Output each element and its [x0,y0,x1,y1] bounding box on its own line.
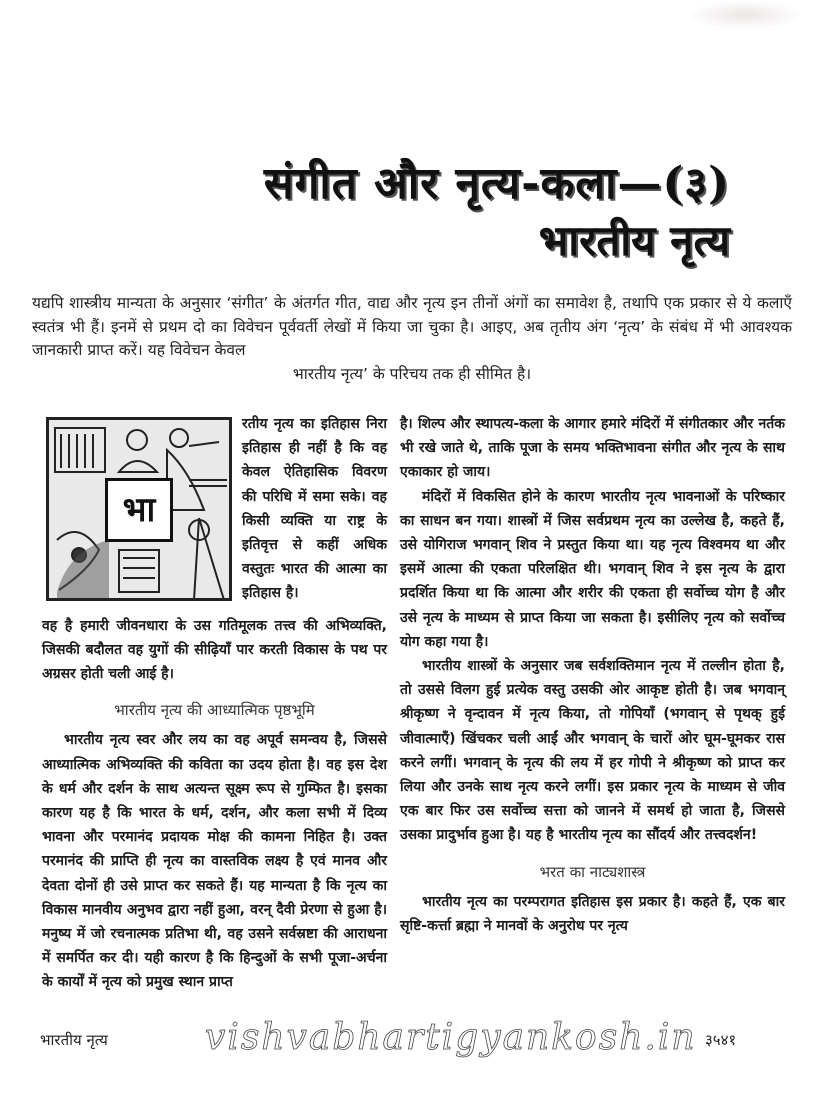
right-para-4: भारतीय नृत्य का परम्परागत इतिहास इस प्रकार है। कहते हैं, एक बार सृष्टि-कर्त्ता ब्रह्मा ने मानवों के अनुरोध पर नृत्य [400,893,785,935]
left-para-1: रतीय नृत्य का इतिहास निरा इतिहास ही नहीं है कि वह केवल ऐतिहासिक विवरण की परिधि में समा सके। वह किसी व्यक्ति या राष्ट्र के इतिवृत्त से कहीं अधिक वस्तुतः भारत की आत्मा का इतिहास है। [242,416,387,602]
left-column [42,412,387,995]
running-footer-title: भारतीय नृत्य [40,1031,108,1049]
paper-stain [685,0,805,30]
right-para-3: भारतीय शास्त्रों के अनुसार जब सर्वशक्तिमान नृत्य में तल्लीन होता है, तो उससे विलग हुई प्रत्येक वस्तु उसकी ओर आकृष्ट होती है। जब भगवान् श्रीकृष्ण ने वृन्दावन में नृत्य किया, तो गोपियाँ (भगवान् से पृथक् हुई जीवात्माएँ) खिंचकर चली आईं और भगवान् के चारों ओर घूम-घूमकर रास करने लगीं। भगवान् के नृत्य की लय में हर गोपी ने श्रीकृष्ण को प्राप्त कर लिया और उनके साथ नृत्य करने लगीं। इस प्रकार नृत्य के माध्यम से जीव एक बार फिर उस सर्वोच्च सत्ता को जानने में समर्थ हो जाता है, जिससे उसका प्रादुर्भाव हुआ है। यह है भारतीय नृत्य का सौंदर्य और तत्त्वदर्शन! [400,658,785,844]
article-subtitle: भारतीय नृत्य [538,216,730,265]
page-number: ३५४१ [705,1031,737,1049]
right-para-2: मंदिरों में विकसित होने के कारण भारतीय नृत्य भावनाओं के परिष्कार का साधन बन गया। शास्त्रों में जिस सर्वप्रथम नृत्य का उल्लेख है, कहते हैं, उसे योगिराज भगवान् शिव ने प्रस्तुत किया था। यह नृत्य विश्वमय था और इसमें आत्मा की एकता परिलक्षित थी। भगवान् शिव ने इस नृत्य के द्वारा प्रदर्शित किया था कि आत्मा और शरीर की एकता ही सर्वोच्च योग है और उसे नृत्य के माध्यम से प्राप्त किया जा सकता है। इसीलिए नृत्य को सर्वोच्च योग कहा गया है। [400,488,785,650]
intro-text: यद्यपि शास्त्रीय मान्यता के अनुसार ‘संगीत’ के अंतर्गत गीत, वाद्य और नृत्य इन तीनों अंगों का समावेश है, तथापि एक प्रकार से ये कलाएँ स्वतंत्र भी हैं। इनमें से प्रथम दो का विवेचन पूर्ववर्ती लेखों में किया जा चुका है। आइए, अब तृतीय अंग ‘नृत्य’ के संबंध में भी आवश्यक जानकारी प्राप्त करें। यह विवेचन केवल [32,294,792,359]
dropcap-letters: भा [105,478,173,542]
section-heading-spiritual-background: भारतीय नृत्य की आध्यात्मिक पृष्ठभूमि [114,701,315,720]
intro-last-line: भारतीय नृत्य’ के परिचय तक ही सीमित है। [292,364,532,383]
article-header [230,155,730,269]
section-heading-natyashastra: भरत का नाट्यशास्त्र [539,862,646,881]
article-title: संगीत और नृत्य-कला—(३) [263,158,730,209]
left-para-2: वह है हमारी जीवनधारा के उस गतिमूलक तत्त्व की अभिव्यक्ति, जिसकी बदौलत वह युगों की सीढ़ियाँ पार करती विकास के पथ पर अग्रसर होती चली आई है। [42,617,387,683]
intro-paragraph [32,292,792,386]
left-para-3: भारतीय नृत्य स्वर और लय का वह अपूर्व समन्वय है, जिससे आध्यात्मिक अभिव्यक्ति की कविता का उदय होता है। वह इस देश के धर्म और दर्शन के साथ अत्यन्त सूक्ष्म रूप से गुम्फित है। इसका कारण यह है कि भारत के धर्म, दर्शन, और कला सभी में दिव्य भावना और परमानंद प्रदायक मोक्ष की कामना निहित है। उक्त परमानंद की प्राप्ति ही नृत्य का वास्तविक लक्ष्य है एवं मानव और देवता दोनों ही उसे प्राप्त कर सकते हैं। यह मान्यता है कि नृत्य का विकास मानवीय अनुभव द्वारा नहीं हुआ, वरन् दैवी प्रेरणा से हुआ है। मनुष्य में जो रचनात्मक प्रतिभा थी, वह उसने सर्वस्रष्टा की आराधना में समर्पित कर दी। यही कारण है कि हिन्दुओं के सभी पूजा-अर्चना के कार्यों में नृत्य को प्रमुख स्थान प्राप्त [42,732,387,991]
right-para-1: है। शिल्प और स्थापत्य-कला के आगार हमारे मंदिरों में संगीतकार और नर्तक भी रखे जाते थे, ताकि पूजा के समय भक्तिभावना संगीत और नृत्य के साथ एकाकार हो जाय। [400,416,785,481]
site-watermark: vishvabhartigyankosh.in [205,1017,697,1058]
right-column [400,412,785,938]
dropcap-illustration [46,417,232,601]
